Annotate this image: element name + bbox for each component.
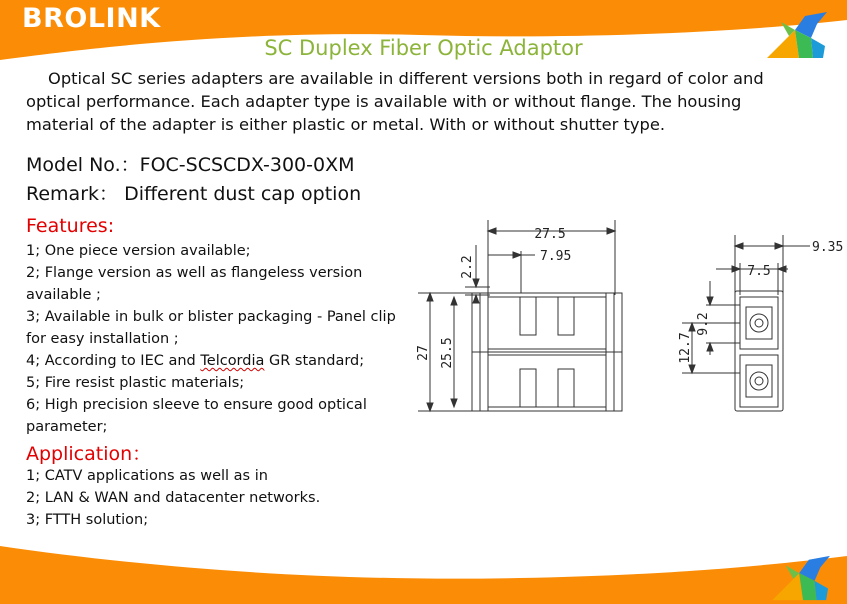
list-item: 1; One piece version available; bbox=[26, 243, 251, 259]
list-item: 1; CATV applications as well as in bbox=[26, 468, 268, 484]
list-item: 2; Flange version as well as flangeless version bbox=[26, 265, 363, 281]
list-item: parameter; bbox=[26, 419, 108, 435]
dim-front-body-width: 7.5 bbox=[747, 264, 771, 279]
model-number bbox=[26, 150, 354, 177]
features-heading: Features: bbox=[26, 215, 115, 237]
dim-front-pitch: 12.7 bbox=[678, 332, 693, 364]
list-item: available ; bbox=[26, 287, 101, 303]
list-item: 3; Available in bulk or blister packaging - Panel clip bbox=[26, 309, 396, 325]
list-item: 6; High precision sleeve to ensure good optical bbox=[26, 397, 367, 413]
intro-line: material of the adapter is either plastic or metal. With or without shutter type. bbox=[26, 115, 666, 134]
list-item: 3; FTTH solution; bbox=[26, 512, 149, 528]
dim-flange-offset: 2.2 bbox=[460, 255, 475, 279]
model-value: FOC-SCSCDX-300-0XM bbox=[139, 154, 355, 176]
brand-name: BROLINK bbox=[22, 3, 161, 34]
application-list bbox=[26, 465, 320, 531]
model-label: Model No.： bbox=[26, 154, 140, 176]
intro-line: Optical SC series adapters are available in different versions both in regard of color and bbox=[48, 69, 764, 88]
application-heading: Application： bbox=[26, 443, 152, 465]
remark bbox=[26, 179, 361, 206]
technical-drawing bbox=[410, 205, 847, 420]
brolink-logo-icon bbox=[770, 552, 838, 602]
remark-value: Different dust cap option bbox=[124, 183, 362, 205]
page-title: SC Duplex Fiber Optic Adaptor bbox=[264, 36, 583, 60]
intro-line: optical performance. Each adapter type is available with or without flange. The housing bbox=[26, 92, 742, 111]
dim-front-overall-width: 9.35 bbox=[812, 240, 844, 255]
footer-band bbox=[0, 538, 847, 604]
remark-label: Remark： bbox=[26, 183, 119, 205]
features-list bbox=[26, 240, 396, 438]
list-item: 4; According to IEC and Telcordia GR standard; bbox=[26, 353, 365, 369]
spellcheck-underlined-word: Telcordia bbox=[200, 353, 265, 369]
list-item: 2; LAN & WAN and datacenter networks. bbox=[26, 490, 321, 506]
dim-front-port-size: 9.2 bbox=[696, 312, 711, 336]
dim-body-height: 25.5 bbox=[440, 337, 455, 369]
dim-overall-length: 27.5 bbox=[534, 227, 566, 242]
list-item: for easy installation ; bbox=[26, 331, 179, 347]
dim-overall-height: 27 bbox=[416, 345, 431, 361]
list-item: 5; Fire resist plastic materials; bbox=[26, 375, 245, 391]
intro-paragraph bbox=[26, 67, 816, 136]
dim-flange-length: 7.95 bbox=[540, 249, 572, 264]
